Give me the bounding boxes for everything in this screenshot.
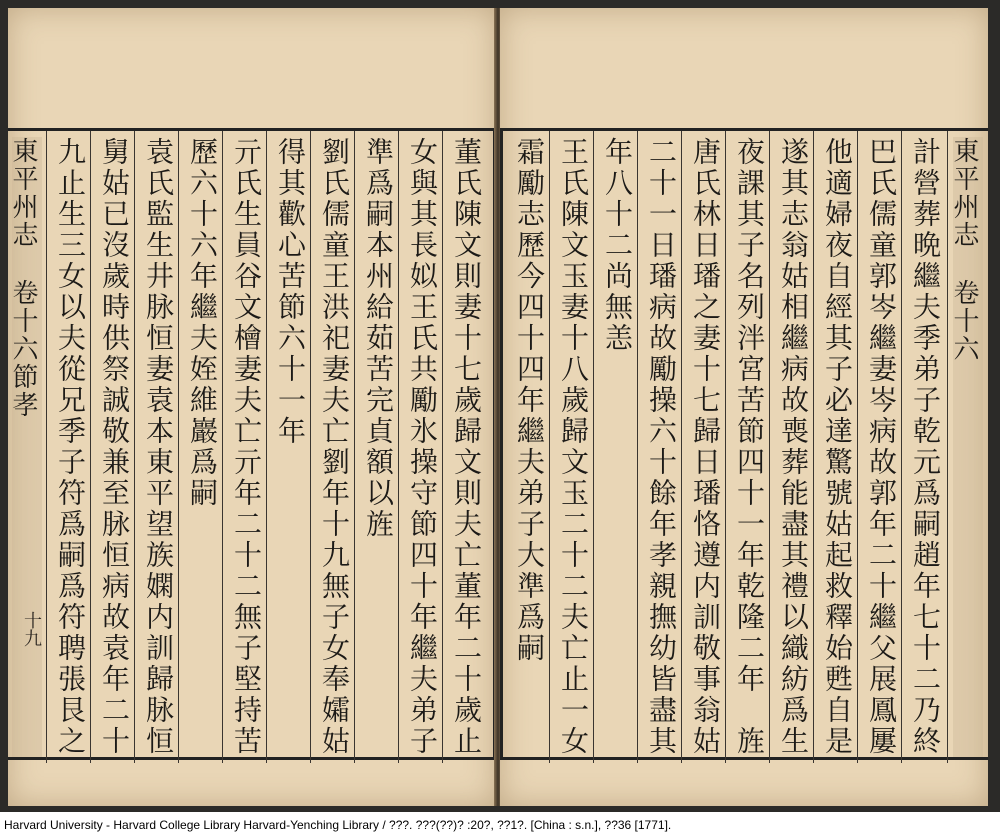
column-rule [637, 131, 638, 763]
column-rule [549, 131, 550, 763]
text-column-1: 董氏陳文則妻十七歲歸文則夫亡董年二十歲止 [450, 137, 483, 757]
column-rule [442, 131, 443, 763]
banxin-section: 卷十六 [949, 279, 979, 363]
banxin-title: 東平州志 [949, 137, 979, 249]
column-rule [222, 131, 223, 763]
column-rule [947, 131, 948, 763]
column-rule [769, 131, 770, 763]
column-rule [857, 131, 858, 763]
left-page [8, 8, 496, 806]
text-column-7: 二十一日璠病故勵操六十餘年孝親撫幼皆盡其 [645, 137, 678, 757]
text-column-10: 霜勵志歷今四十四年繼夫弟子大準爲嗣 [513, 137, 546, 664]
text-column-1: 計營葬晩繼夫季弟子乾元爲嗣趙年七十二乃終 [909, 137, 942, 757]
column-rule [398, 131, 399, 763]
column-rule [354, 131, 355, 763]
folio-number: 十九 [21, 611, 42, 647]
text-column-3: 準爲嗣本州給茹苦完貞額以旌 [362, 137, 395, 540]
column-rule [46, 131, 47, 763]
text-column-5: 得其歡心苦節六十一年 [274, 137, 307, 447]
text-column-6: 亓氏生員谷文檜妻夫亡亓年二十二無子堅持苦 [230, 137, 263, 757]
column-rule [178, 131, 179, 763]
column-rule [90, 131, 91, 763]
right-banxin [949, 137, 983, 757]
left-text-frame [8, 128, 496, 760]
column-rule [593, 131, 594, 763]
column-rule [134, 131, 135, 763]
text-column-9: 王氏陳文玉妻十八歲歸文玉二十二夫亡止一女 [557, 137, 590, 757]
text-column-8: 年八十二尚無恙 [601, 137, 634, 354]
right-text-frame [500, 128, 988, 760]
banxin-title: 東平州志 [8, 137, 38, 249]
text-column-3: 他適婦夜自經其子必達驚號姑起救釋始甦自是 [821, 137, 854, 757]
text-column-10: 九止生三女以夫從兄季子符爲嗣爲符聘張艮之 [54, 137, 87, 757]
banxin-section: 卷十六節孝 [8, 279, 38, 419]
column-rule [901, 131, 902, 763]
column-rule [725, 131, 726, 763]
text-column-5: 夜課其子名列泮宮苦節四十一年乾隆二年 旌 [733, 137, 766, 757]
column-rule [266, 131, 267, 763]
column-rule [310, 131, 311, 763]
text-column-7: 歷六十六年繼夫姪維巖爲嗣 [186, 137, 219, 509]
text-column-8: 袁氏監生井脉恒妻袁本東平望族嫻内訓歸脉恒 [142, 137, 175, 757]
column-rule [681, 131, 682, 763]
text-column-4: 遂其志翁姑相繼病故喪葬能盡其禮以織紡爲生 [777, 137, 810, 757]
text-column-6: 唐氏林日璠之妻十七歸日璠恪遵内訓敬事翁姑 [689, 137, 722, 757]
text-column-4: 劉氏儒童王洪祀妻夫亡劉年十九無子女奉孀姑 [318, 137, 351, 757]
library-caption: Harvard University - Harvard College Library Harvard-Yenching Library / ???. ???(??)? :20?, ??1?. [China : s.n.], ??36 [1771]. [4, 818, 672, 832]
text-column-9: 舅姑已沒歲時供祭誠敬兼至脉恒病故袁年二十 [98, 137, 131, 757]
text-column-2: 巴氏儒童郭岑繼妻岑病故郭年二十繼父展鳳屢 [865, 137, 898, 757]
column-rule [813, 131, 814, 763]
text-column-2: 女與其長姒王氏共勵氷操守節四十年繼夫弟子 [406, 137, 439, 757]
right-page [500, 8, 988, 806]
left-banxin [8, 137, 42, 757]
